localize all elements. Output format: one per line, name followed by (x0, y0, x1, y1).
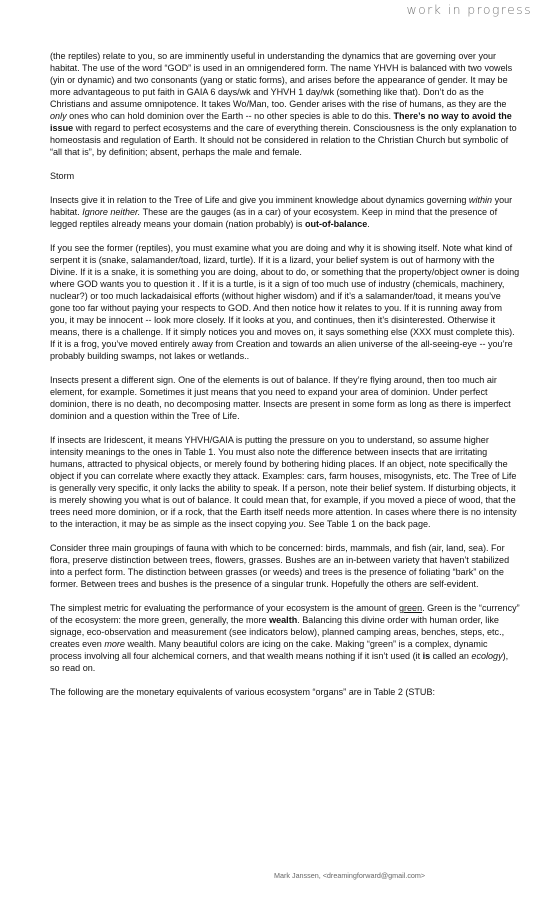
paragraph-insects-sign (50, 374, 520, 422)
text-run: with regard to perfect ecosystems and the care of everything therein. Consciousness is the only explanation to homeostasis and regulation of Earth. It should not be considered in relation to the Christian Church but symbolic of “all that is”, by definition; absent, perhaps the male and female. (50, 123, 517, 157)
text-run: wealth. Many beautiful colors are icing on the cake. Making “green” is a complex, dynamic process involving all four alchemical corners, and that wealth means nothing if it isn’t used (it (50, 639, 488, 661)
page-header-title: work in progress (406, 2, 532, 17)
text-run: ), so read on. (50, 651, 509, 673)
text-run: . (367, 219, 370, 229)
text-run: Storm (50, 171, 75, 181)
text-run: wealth (269, 615, 298, 625)
paragraph-monetary-equivalents (50, 686, 520, 698)
page-footer-author: Mark Janssen, <dreamingforward@gmail.com> (274, 871, 426, 880)
paragraph-reptiles-intro (50, 50, 520, 158)
paragraph-tree-of-life (50, 194, 520, 230)
text-run: There’s no way to avoid the issue (50, 111, 512, 133)
text-run: If insects are Iridescent, it means YHVH/GAIA is putting the pressure on you to understand, so assume higher intensity meanings to the ones in Table 1. You must also note the difference between insects that are irritating humans, attracted to physical objects, or merely found by bothering hiding places. If an object, note specifically the object if you can correlate where exactly they attack. Examples: cars, farm houses, misogynists, etc. The Tree of Life is generally very specific, it only lacks the ability to speak. If a person, note their belief system. If disturbing objects, it is merely showing you what is out of balance. It could mean that, for example, if you moved a piece of wood, that the trees need more dominion, or if a rock, that the Earth itself needs more attention. In cases where there is no intensity to the interaction, it may be as simple as the insect copying (50, 435, 517, 529)
document-body (50, 50, 520, 710)
text-run: Ignore neither. (82, 207, 141, 217)
text-run: . Balancing this divine order with human order, like signage, eco-observation and measurement (see indicators below), planned camping areas, benches, steps, etc., creates even (50, 615, 505, 649)
text-run: The following are the monetary equivalents of various ecosystem “organs” are in Table 2 (STUB: (50, 687, 436, 697)
text-run: within (468, 195, 493, 205)
text-run: These are the gauges (as in a car) of your ecosystem. Keep in mind that the presence of legged reptiles already means your domain (nation probably) is (50, 207, 498, 229)
text-run: more (104, 639, 125, 649)
paragraph-green-metric (50, 602, 520, 674)
text-run: ecology (471, 651, 503, 661)
paragraph-iridescent-insects (50, 434, 520, 530)
text-run: . Green is the “currency” of the ecosystem: the more green, generally, the more (50, 603, 520, 625)
text-run: The simplest metric for evaluating the performance of your ecosystem is the amount of (50, 603, 399, 613)
text-run: you (288, 519, 304, 529)
text-run: is (422, 651, 431, 661)
text-run: Insects give it in relation to the Tree of Life and give you imminent knowledge about dynamics governing (50, 195, 469, 205)
text-run: called an (430, 651, 472, 661)
text-run: Insects present a different sign. One of the elements is out of balance. If they’re flying around, then too much air element, for example. Sometimes it just means that you need to expand your area of dominion. Under perfect dominion, there is no death, no decomposing matter. Insects are present in some form as long as there is imperfect dominion and a question within the Tree of Life. (50, 375, 511, 421)
text-run: your habitat. (50, 195, 513, 217)
text-run: If you see the former (reptiles), you must examine what you are doing and why it is showing itself. Note what kind of serpent it is (snake, salamander/toad, lizard, turtle). If it is a lizard, your belief system is out of harmony with the Divine. If it is a snake, it is something you are doing, about to do, or something that the property/object owner is doing where GOD wants you to question it . If it is a turtle, is it a sign of too much use of industry (chemicals, machinery, nuclear?) or too much lackadaisical efforts (without higher wisdom) and if it’s a salamander/toad, it means you’ve gone too far without paying your respects to GOD. And then notice how it relates to you. If it is running away from you, it may be innocent -- look more closely. If it looks at you, and continues, then it’s disinterested. Otherwise it means, there is a challenge. If it simply notices you and moves on, it says something else (XXX must complete this). If it is a frog, you’ve moved entirely away from Creation and towards an alien universe of the all-seeing-eye -- you’re probably building swamps, not lakes or wetlands.. (50, 243, 520, 361)
section-heading-storm (50, 170, 520, 182)
text-run: . See Table 1 on the back page. (303, 519, 431, 529)
text-run: ones who can hold dominion over the Earth -- no other species is able to do this. (66, 111, 394, 121)
text-run: only (50, 111, 67, 121)
paragraph-fauna-flora (50, 542, 520, 590)
text-run: out-of-balance (304, 219, 368, 229)
text-run: Consider three main groupings of fauna with which to be concerned: birds, mammals, and fish (air, land, sea). For flora, preserve distinction between trees, flowers, grasses. Bushes are an in-between variety that haven’t stabilized into a perfect form. The distinction between grasses (or weeds) and trees is the presence of foliating “bark” on the former. Between trees and bushes is the presence of a singular trunk. Hopefully the others are self-evident. (50, 543, 510, 589)
paragraph-reptiles-signs (50, 242, 520, 362)
text-run: (the reptiles) relate to you, so are imminently useful in understanding the dynamics that are governing over your habitat. The use of the word “GOD” is used in an omnigendered form. The name YHVH is balanced with two vowels (yin or dynamic) and two consonants (yang or static forms), and arises before the appearance of gender. It may be more advantageous to put faith in GAIA 6 days/wk and YHVH 1 day/wk (something like that). Don’t do as the Christians and assume omnipotence. It takes Wo/Man, too. Gender arises with the rise of humans, as they are the (50, 51, 513, 109)
text-run: green (398, 603, 423, 613)
